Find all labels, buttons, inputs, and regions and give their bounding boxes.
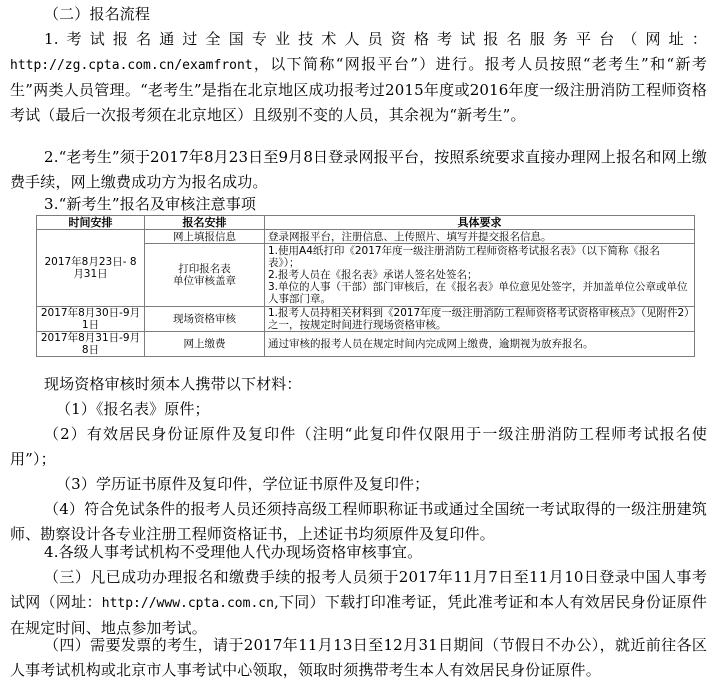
table-header-row [37,216,695,230]
section-3-url: http://www.cpta.com.cn [101,596,274,611]
header-requirement: 具体要求 [265,216,695,230]
section-3-block [10,565,707,641]
row1-arrangement-1: 网上填报信息 [145,230,265,244]
item-1-block [10,27,707,128]
row2-time: 2017年8月30日-9月1日 [37,307,145,332]
table-row [37,307,695,332]
row2-requirement: 1.报考人员持相关材料到《2017年度一级注册消防工程师资格考试资格审核点》（见附件2）之一，按规定时间进行现场资格审核。 [265,307,695,332]
header-time: 时间安排 [37,216,145,230]
row1-requirement-2-line-2: 2.报考人员在《报名表》承诺人签名处签名； [268,269,478,281]
item-4-paragraph: 4.各级人事考试机构不受理他人代办现场资格审核事宜。 [44,543,423,561]
materials-item-2: （2）有效居民身份证原件及复印件（注明“此复印件仅限用于一级注册消防工程师考试报名使用”）； [10,425,707,468]
item-2-paragraph: 2.“老考生”须于2017年8月23日至9月8日登录网报平台，按照系统要求直接办理网上报名和网上缴费手续，网上缴费成功方为报名成功。 [10,148,707,191]
header-arrangement: 报名安排 [145,216,265,230]
row3-time: 2017年8月31日-9月8日 [37,332,145,357]
row3-requirement: 通过审核的报考人员在规定时间内完成网上缴费，逾期视为放弃报名。 [265,332,695,357]
materials-intro: 现场资格审核时须本人携带以下材料： [44,375,302,393]
section-3-paragraph [10,565,707,641]
item-1-rest: ，以下简称“网报平台”）进行。报考人员按照“老考生”和“新考生”两类人员管理。“老考生”是指在北京地区成功报考过2015年度或2016年度一级注册消防工程师资格考试（最后一次报考须在北京地区）且级别不变的人员，其余视为“新考生”。 [10,55,707,124]
materials-item-4: （4）符合免试条件的报考人员还须持高级工程师职称证书或通过全国统一考试取得的一级注册建筑师、勘察设计各专业注册工程师资格证书，上述证书均须原件及复印件。 [10,500,707,543]
section-4-block [10,633,707,683]
item-3-heading: 3.“新考生”报名及审核注意事项 [44,195,257,213]
item-1-url: http://zg.cpta.com.cn/examfront [10,58,253,73]
section-4-paragraph: （四）需要发票的考生，请于2017年11月13日至12月31日期间（节假日不办公），就近前往各区人事考试机构或北京市人事考试中心领取，领取时须携带考生本人有效居民身份证原件。 [10,636,707,679]
item-1-paragraph [10,27,707,128]
section-2-heading: （二）报名流程 [44,5,151,23]
row1-time: 2017年8月23日- 8月31日 [37,230,145,307]
item-3-block [10,192,707,217]
row1-arrangement-2: 打印报名表 单位审核盖章 [145,244,265,307]
table-row [37,230,695,244]
item-4-block [10,540,707,565]
materials-item-1: （1）《报名表》原件； [56,400,210,418]
item-2-block [10,145,707,195]
materials-item-3: （3）学历证书原件及复印件，学位证书原件及复印件； [56,475,430,493]
registration-table-wrapper [36,215,694,357]
section-2-heading-block [10,2,707,27]
row2-arrangement: 现场资格审核 [145,307,265,332]
row3-arrangement: 网上缴费 [145,332,265,357]
table-row [37,332,695,357]
materials-block [10,372,707,547]
section-3-prefix: （三）凡已成功办理报名和缴费手续的报考人员须于2017年11月7日至11月10日登录中国人事考试网（网址： [10,568,707,611]
row1-requirement-1: 登录网报平台，注册信息、上传照片、填写并提交报名信息。 [265,230,695,244]
row1-requirement-2-line-1: 1.使用A4纸打印《2017年度一级注册消防工程师资格考试报名表》（以下简称《报名表》）； [268,245,660,269]
row1-requirement-2-line-3: 3.单位的人事（干部）部门审核后，在《报名表》单位意见处签字，并加盖单位公章或单位人事部门章。 [268,281,688,305]
item-1-prefix: 1.考试报名通过全国专业技术人员资格考试报名服务平台（网址： [44,30,707,48]
registration-table [36,215,695,357]
section-3-rest: ,下同）下载打印准考证，凭此准考证和本人有效居民身份证原件在规定时间、地点参加考试。 [10,593,707,637]
row1-requirement-2 [265,244,695,307]
